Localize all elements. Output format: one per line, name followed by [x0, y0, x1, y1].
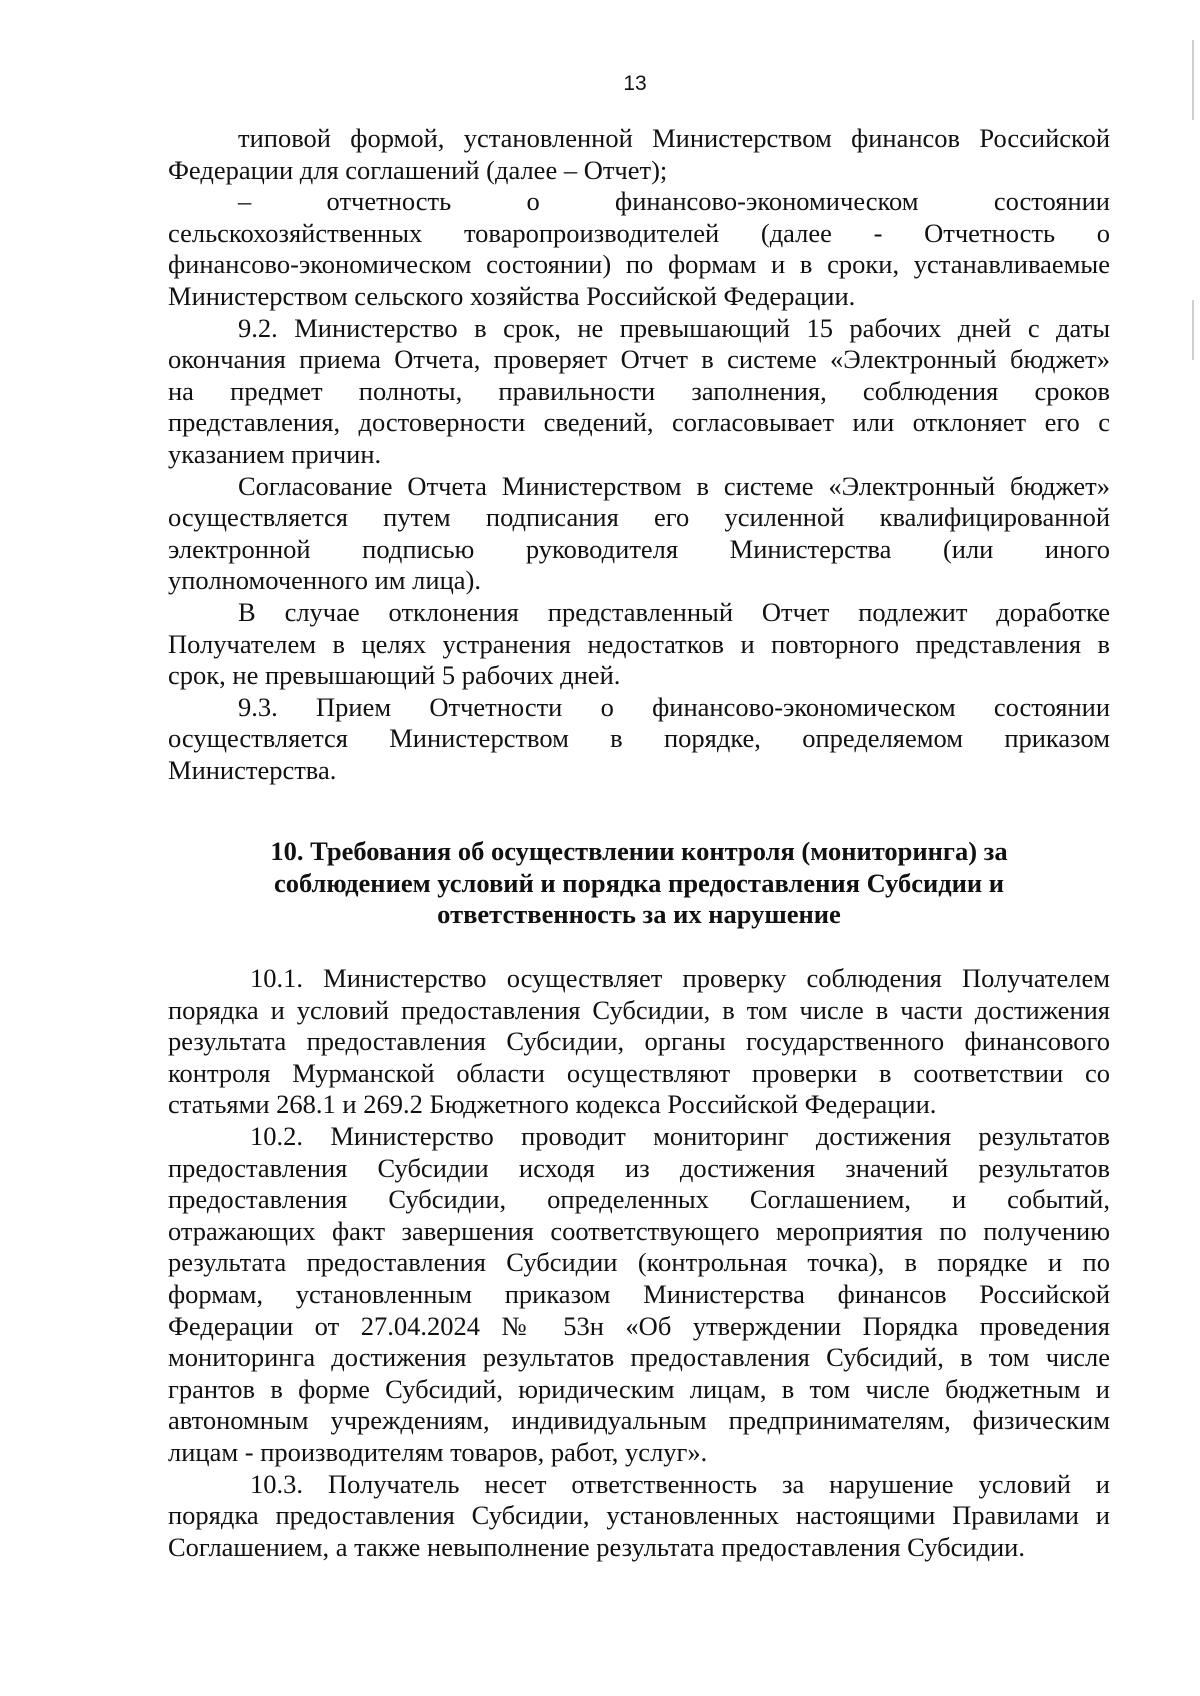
- text-line: окончания приема Отчета, проверяет Отчет в системе «Электронный бюджет»: [168, 344, 1110, 375]
- text-line: Министерства.: [168, 754, 337, 785]
- section-heading-line: соблюдением условий и порядка предоставления Субсидии и: [273, 867, 1005, 898]
- text-line: контроля Мурманской области осуществляют проверки в соответствии со: [168, 1057, 1110, 1088]
- body-text-before-heading: [168, 123, 1110, 786]
- page-number: 13: [623, 72, 647, 95]
- text-line: автономным учреждениям, индивидуальным предпринимателям, физическим: [168, 1405, 1110, 1436]
- paragraph-clause-10-2: [168, 1121, 1110, 1469]
- section-heading: [168, 836, 1110, 931]
- text-line: грантов в форме Субсидий, юридическим лицам, в том числе бюджетным и: [168, 1373, 1110, 1404]
- text-line: 10.2. Министерство проводит мониторинг достижения результатов: [250, 1120, 1110, 1151]
- text-line: предоставления Субсидии, определенных Соглашением, и событий,: [168, 1184, 1110, 1215]
- text-line: Получателем в целях устранения недостатков и повторного представления в: [168, 628, 1110, 659]
- text-line: на предмет полноты, правильности заполнения, соблюдения сроков: [168, 375, 1110, 406]
- text-line: результата предоставления Субсидии, органы государственного финансового: [168, 1026, 1110, 1057]
- text-line: Федерации для соглашений (далее – Отчет);: [168, 154, 668, 185]
- text-line: сельскохозяйственных товаропроизводителей (далее - Отчетность о: [168, 217, 1110, 248]
- paragraph-report-rejection: [168, 597, 1110, 692]
- text-line: электронной подписью руководителя Министерства (или иного: [168, 533, 1110, 564]
- text-line: предоставления Субсидии исходя из достижения значений результатов: [168, 1152, 1110, 1183]
- text-line: финансово-экономическом состоянии) по формам и в сроки, устанавливаемые: [168, 249, 1110, 280]
- text-line: формам, установленным приказом Министерства финансов Российской: [168, 1278, 1110, 1309]
- text-line: типовой формой, установленной Министерством финансов Российской: [238, 123, 1110, 153]
- text-line: Согласование Отчета Министерством в системе «Электронный бюджет»: [238, 470, 1110, 501]
- text-line: отражающих факт завершения соответствующего мероприятия по получению: [168, 1215, 1110, 1246]
- body-text-after-heading: [168, 963, 1110, 1563]
- text-line: Федерации от 27.04.2024 № 53н «Об утверждении Порядка проведения: [168, 1310, 1110, 1341]
- text-line: 10.1. Министерство осуществляет проверку соблюдения Получателем: [250, 963, 1110, 993]
- scan-edge-mark: [1192, 300, 1194, 360]
- text-line: уполномоченного им лица).: [168, 565, 481, 596]
- text-line: Министерством сельского хозяйства Российской Федерации.: [168, 280, 856, 311]
- text-line: представления, достоверности сведений, согласовывает или отклоняет его с: [168, 407, 1110, 438]
- text-line: 9.3. Прием Отчетности о финансово-экономическом состоянии: [238, 691, 1110, 722]
- paragraph-clause-9-3: [168, 692, 1110, 787]
- paragraph-report-form: [168, 123, 1110, 186]
- text-line: 10.3. Получатель несет ответственность за нарушение условий и: [250, 1468, 1110, 1499]
- paragraph-report-approval: [168, 471, 1110, 597]
- paragraph-clause-9-2: [168, 313, 1110, 471]
- text-line: 9.2. Министерство в срок, не превышающий 15 рабочих дней с даты: [238, 312, 1110, 343]
- text-line: осуществляется путем подписания его усиленной квалифицированной: [168, 502, 1110, 533]
- text-line: указанием причин.: [168, 438, 382, 469]
- text-line: порядка предоставления Субсидии, установленных настоящими Правилами и: [168, 1500, 1110, 1531]
- text-line: срок, не превышающий 5 рабочих дней.: [168, 660, 621, 691]
- text-line: мониторинга достижения результатов предоставления Субсидий, в том числе: [168, 1342, 1110, 1373]
- text-line: результата предоставления Субсидии (контрольная точка), в порядке и по: [168, 1247, 1110, 1278]
- section-heading-line: ответственность за их нарушение: [437, 899, 841, 930]
- text-line: порядка и условий предоставления Субсидии, в том числе в части достижения: [168, 994, 1110, 1025]
- text-line: В случае отклонения представленный Отчет подлежит доработке: [238, 596, 1110, 627]
- paragraph-clause-10-1: [168, 963, 1110, 1121]
- text-line: статьями 268.1 и 269.2 Бюджетного кодекса Российской Федерации.: [168, 1089, 937, 1120]
- text-line: – отчетность о финансово-экономическом состоянии: [238, 186, 1110, 217]
- text-line: Соглашением, а также невыполнение результата предоставления Субсидии.: [168, 1531, 1025, 1562]
- text-line: лицам - производителям товаров, работ, услуг».: [168, 1436, 708, 1467]
- paragraph-clause-10-3: [168, 1469, 1110, 1564]
- section-heading-line: 10. Требования об осуществлении контроля (мониторинга) за: [270, 836, 1008, 866]
- paragraph-financial-reporting: [168, 186, 1110, 312]
- text-line: осуществляется Министерством в порядке, определяемом приказом: [168, 723, 1110, 754]
